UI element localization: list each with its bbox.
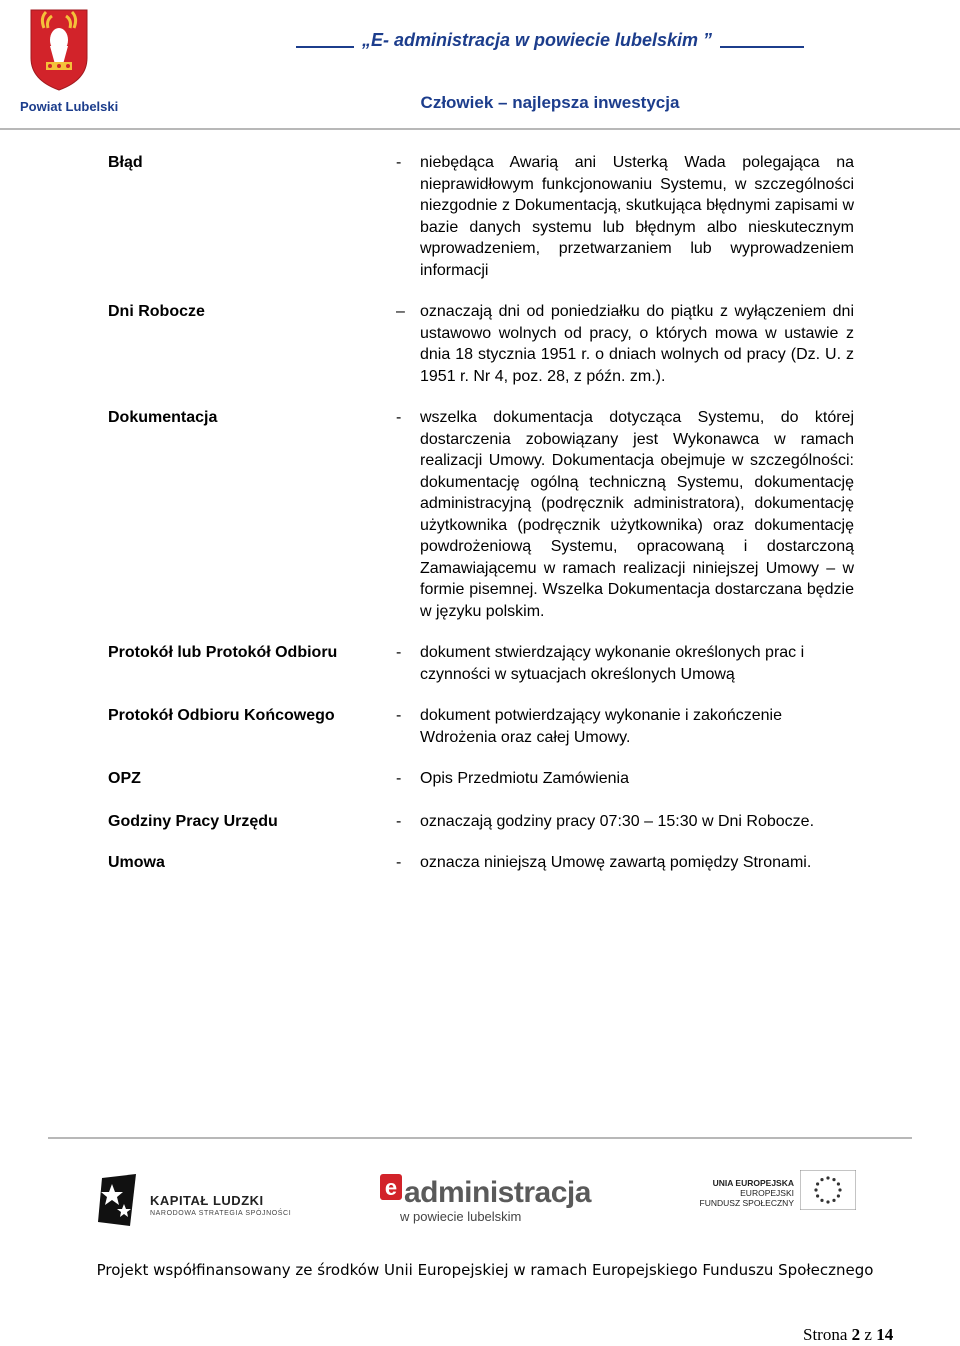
project-title-text: „E- administracja w powiecie lubelskim ” [361, 30, 713, 50]
definition-description: dokument stwierdzający wykonanie określonych prac i czynności w sytuacjach określonych Umową [420, 644, 805, 683]
header-divider [0, 128, 960, 130]
definition-description: wszelka dokumentacja dotycząca Systemu, do której dostarczenia zobowiązany jest Wykonawca w ramach realizacji Umowy. Dokumentacja obejmuje w szczególności: dokumentację ogólną techniczną Systemu, dokumentację administracyjną (podręcznik administratora), dokumentację użytkownika (podręcznik użytkownika) oraz dokumentację powdrożeniową Systemu, opracowaną i dostarczoną Zamawiającemu w ramach realizacji niniejszej Umowy – w formie pisemnej. Wszelka Dokumentacja dostarczana będzie w języku polskim. [420, 409, 854, 620]
page-number [803, 1325, 893, 1345]
eu-label [690, 1178, 794, 1208]
definition-term: OPZ [108, 770, 141, 787]
definition-dash: - [396, 644, 402, 661]
eu-label-line: EUROPEJSKI [740, 1188, 794, 1198]
definition-dash: - [396, 770, 402, 787]
footer-divider [48, 1137, 912, 1139]
funding-note: Projekt współfinansowany ze środków Unii Europejskiej w ramach Europejskiego Funduszu Społecznego [96, 1261, 874, 1279]
definition-row [108, 811, 854, 833]
project-motto: Człowiek – najlepsza inwestycja [420, 93, 680, 112]
definition-term: Protokół lub Protokół Odbioru [108, 644, 338, 661]
definition-dash: – [396, 303, 405, 320]
definition-row [108, 768, 854, 790]
definition-term: Dni Robocze [108, 303, 205, 320]
svg-text:e: e [384, 1175, 398, 1200]
definition-dash: - [396, 154, 402, 171]
e-administracja-subtitle: w powiecie lubelskim [400, 1209, 522, 1224]
definition-term: Dokumentacja [108, 409, 218, 426]
definition-row [108, 301, 854, 387]
definition-description: niebędąca Awarią ani Usterką Wada polegająca na nieprawidłowym funkcjonowaniu Systemu, w szczególności niezgodnie z Dokumentacją, skutkująca błędnymi zapisami w bazie danych systemu lub błędnym albo nieskutecznym wprowadzeniem, przetwarzaniem lub wyprowadzeniem informacji [420, 154, 854, 279]
district-name: Powiat Lubelski [20, 99, 119, 114]
page-label: Strona [803, 1325, 848, 1344]
eu-flag-icon [800, 1170, 856, 1210]
definition-description: oznacza niniejszą Umowę zawartą pomiędzy Stronami. [420, 854, 812, 871]
e-administracja-wordmark: administracja [404, 1176, 591, 1209]
page-header [0, 0, 960, 132]
kapital-ludzki-title: KAPITAŁ LUDZKI [150, 1193, 264, 1208]
definition-description: oznaczają godziny pracy 07:30 – 15:30 w Dni Robocze. [420, 812, 815, 830]
definition-dash: - [396, 409, 402, 426]
definition-description: dokument potwierdzający wykonanie i zakończenie Wdrożenia oraz całej Umowy. [420, 707, 782, 746]
definition-description: Opis Przedmiotu Zamówienia [420, 770, 629, 787]
page-current: 2 [851, 1325, 861, 1344]
definition-description: oznaczają dni od poniedziałku do piątku z wyłączeniem dni ustawowo wolnych od pracy, o których mowa w ustawie z dnia 18 stycznia 1951 r. o dniach wolnych od pracy (Dz. U. z 1951 r. Nr 4, poz. 28, z późn. zm.). [420, 303, 854, 385]
coat-of-arms-icon [28, 6, 90, 92]
eu-label-line: FUNDUSZ SPOŁECZNY [699, 1198, 794, 1208]
definition-dash: - [396, 854, 402, 871]
definition-row [108, 642, 854, 685]
definition-term: Błąd [108, 154, 143, 171]
definition-row [108, 852, 854, 874]
definition-row [108, 407, 854, 622]
page-total: 14 [876, 1325, 894, 1344]
kapital-ludzki-subtitle: NARODOWA STRATEGIA SPÓJNOŚCI [150, 1210, 292, 1217]
title-underline-left [296, 46, 354, 48]
definition-dash: - [396, 812, 402, 830]
definition-dash: - [396, 707, 402, 724]
eu-label-line: UNIA EUROPEJSKA [712, 1178, 794, 1188]
title-underline-right [720, 46, 804, 48]
definitions-list [108, 152, 854, 874]
project-title [280, 30, 820, 51]
definition-term: Umowa [108, 854, 165, 871]
definition-row [108, 152, 854, 281]
definition-row [108, 705, 854, 748]
page-of: z [864, 1325, 872, 1344]
definition-term: Godziny Pracy Urzędu [108, 812, 278, 830]
definition-term: Protokół Odbioru Końcowego [108, 707, 335, 724]
